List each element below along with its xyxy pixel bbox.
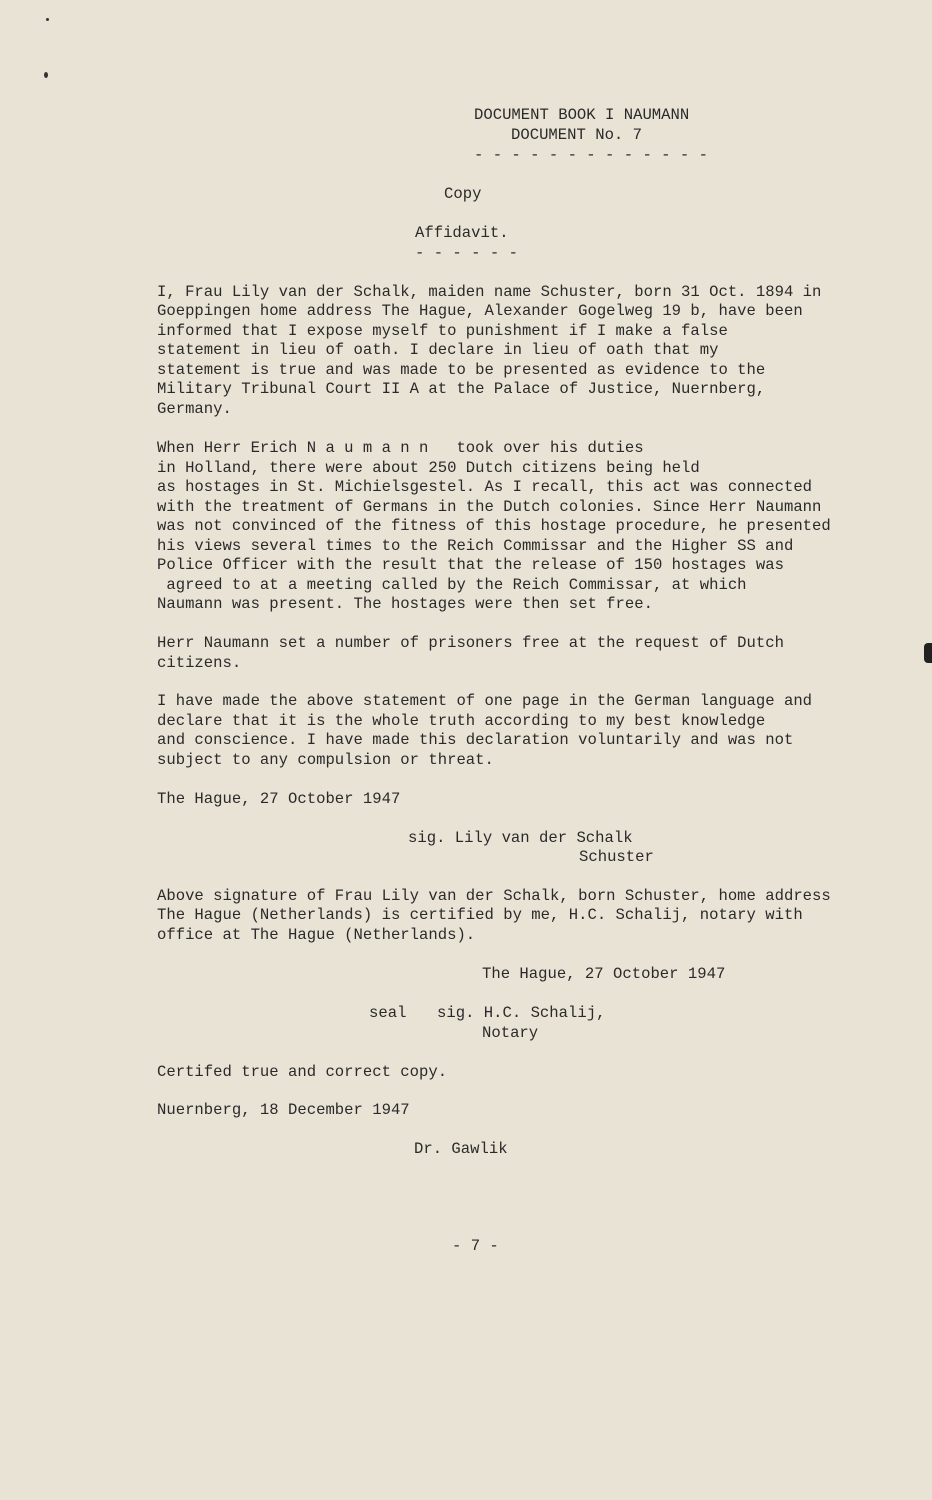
place-date-notary: The Hague, 27 October 1947 [482, 965, 726, 983]
paragraph-4-line: and conscience. I have made this declaration voluntarily and was not [157, 731, 794, 749]
certification-line: Above signature of Frau Lily van der Schalk, born Schuster, home address [157, 887, 831, 905]
paragraph-3-line: citizens. [157, 654, 242, 672]
paragraph-2-line: with the treatment of Germans in the Dutch colonies. Since Herr Naumann [157, 498, 822, 516]
paragraph-1-line: Goeppingen home address The Hague, Alexander Gogelweg 19 b, have been [157, 302, 803, 320]
paragraph-2-line: was not convinced of the fitness of this hostage procedure, he presented [157, 517, 831, 535]
notary-title: Notary [482, 1024, 539, 1042]
paragraph-3-line: Herr Naumann set a number of prisoners free at the request of Dutch [157, 634, 784, 652]
copy-label: Copy [444, 185, 482, 203]
paper-edge-mark [924, 643, 932, 663]
paragraph-1-line: I, Frau Lily van der Schalk, maiden name Schuster, born 31 Oct. 1894 in [157, 283, 822, 301]
paragraph-4-line: subject to any compulsion or threat. [157, 751, 494, 769]
paragraph-1-line: Military Tribunal Court II A at the Palace of Justice, Nuernberg, [157, 380, 766, 398]
paragraph-2-line: Naumann was present. The hostages were then set free. [157, 595, 653, 613]
header-document-book: DOCUMENT BOOK I NAUMANN [474, 106, 690, 124]
certification-line: office at The Hague (Netherlands). [157, 926, 476, 944]
paragraph-2-line: in Holland, there were about 250 Dutch citizens being held [157, 459, 700, 477]
certification-line: The Hague (Netherlands) is certified by me, H.C. Schalij, notary with [157, 906, 803, 924]
paragraph-4-line: I have made the above statement of one page in the German language and [157, 692, 813, 710]
paper-speck [44, 72, 48, 78]
paragraph-1-line: Germany. [157, 400, 232, 418]
paragraph-2-line: When Herr Erich N a u m a n n took over his duties [157, 439, 644, 457]
certified-copy-statement: Certifed true and correct copy. [157, 1063, 448, 1081]
header-rule: - - - - - - - - - - - - - [474, 146, 708, 164]
paragraph-2-line: agreed to at a meeting called by the Reich Commissar, at which [157, 576, 747, 594]
signature-affiant-maiden-name: Schuster [579, 848, 654, 866]
title-rule: - - - - - - [415, 244, 518, 262]
header-document-number: DOCUMENT No. 7 [511, 126, 643, 144]
paragraph-2-line: Police Officer with the result that the release of 150 hostages was [157, 556, 784, 574]
notary-seal-label: seal [369, 1004, 407, 1022]
paper-speck [46, 18, 49, 21]
document-title: Affidavit. [415, 224, 509, 242]
paragraph-4-line: declare that it is the whole truth according to my best knowledge [157, 712, 766, 730]
notary-signature: sig. H.C. Schalij, [437, 1004, 606, 1022]
paragraph-2-line: his views several times to the Reich Commissar and the Higher SS and [157, 537, 794, 555]
paragraph-1-line: statement is true and was made to be presented as evidence to the [157, 361, 766, 379]
place-date-certification: Nuernberg, 18 December 1947 [157, 1101, 410, 1119]
page-number: - 7 - [452, 1237, 499, 1255]
certifier-name: Dr. Gawlik [414, 1140, 508, 1158]
paragraph-1-line: statement in lieu of oath. I declare in lieu of oath that my [157, 341, 719, 359]
signature-affiant: sig. Lily van der Schalk [408, 829, 633, 847]
paragraph-1-line: informed that I expose myself to punishment if I make a false [157, 322, 728, 340]
place-date-affidavit: The Hague, 27 October 1947 [157, 790, 401, 808]
paragraph-2-line: as hostages in St. Michielsgestel. As I recall, this act was connected [157, 478, 813, 496]
